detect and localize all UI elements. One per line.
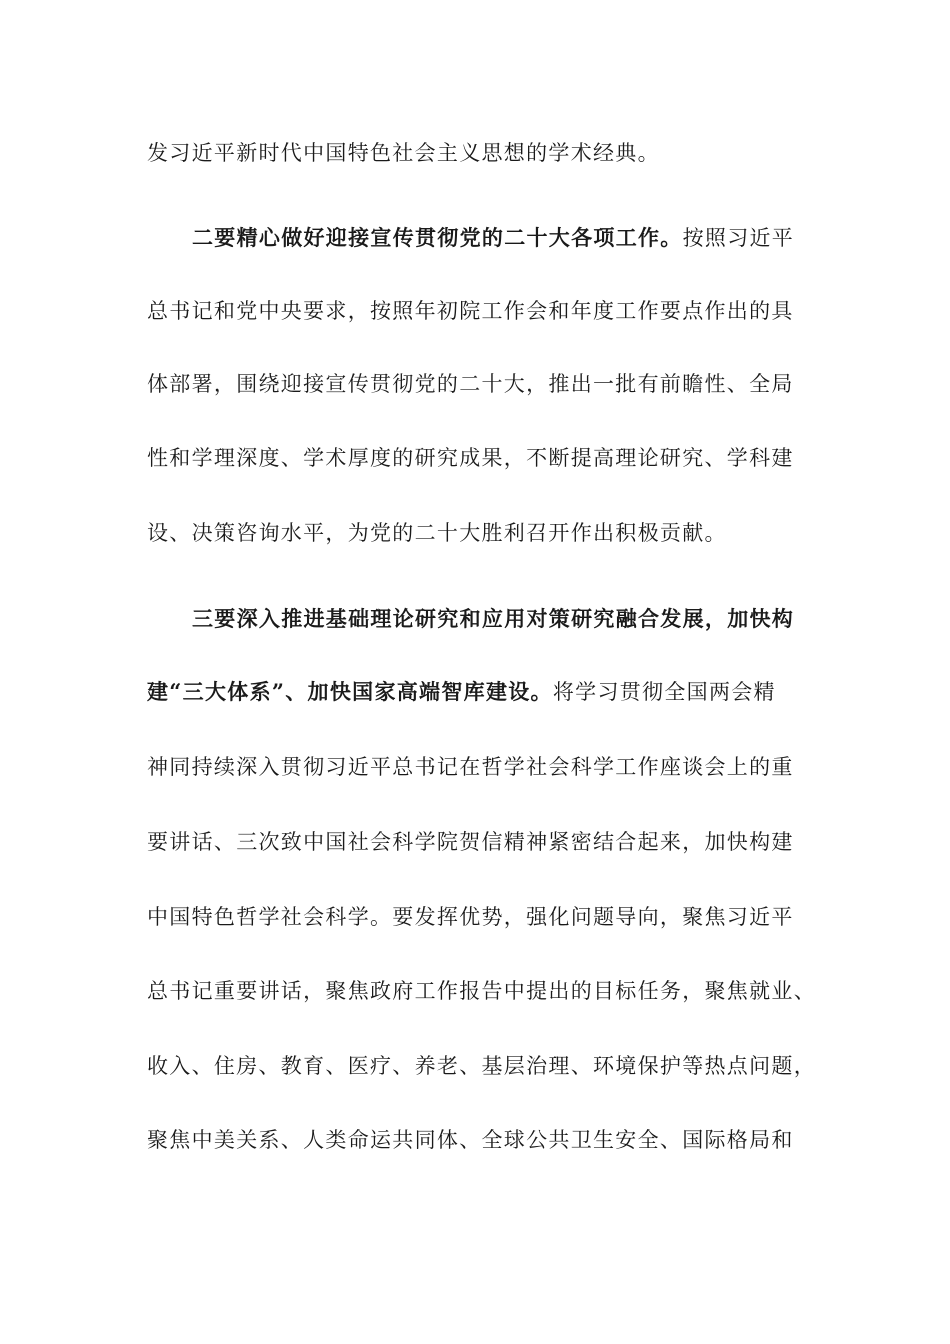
line-text: 设、决策咨询水平，为党的二十大胜利召开作出积极贡献。 [147, 521, 727, 545]
line-text: 神同持续深入贯彻习近平总书记在哲学社会科学工作座谈会上的重 [147, 755, 794, 779]
text-line [147, 1125, 807, 1155]
line-text: 总书记和党中央要求，按照年初院工作会和年度工作要点作出的具 [147, 299, 794, 323]
line-text: 性和学理深度、学术厚度的研究成果，不断提高理论研究、学科建 [147, 446, 794, 470]
line-text: 聚焦中美关系、人类命运共同体、全球公共卫生安全、国际格局和 [147, 1128, 794, 1152]
line-text: 中国特色哲学社会科学。要发挥优势，强化问题导向，聚焦习近平 [147, 905, 794, 929]
paragraph-heading: 建“三大体系”、加快国家高端智库建设。 [147, 679, 553, 704]
line-text: 收入、住房、教育、医疗、养老、基层治理、环境保护等热点问题， [147, 1054, 816, 1078]
text-line [147, 296, 807, 326]
paragraph-heading-line [192, 604, 852, 634]
text-line [147, 138, 807, 168]
text-line [147, 369, 807, 399]
line-text: 总书记重要讲话，聚焦政府工作报告中提出的目标任务，聚焦就业、 [147, 979, 816, 1003]
line-text: 要讲话、三次致中国社会科学院贺信精神紧密结合起来，加快构建 [147, 830, 794, 854]
paragraph-heading: 三要深入推进基础理论研究和应用对策研究融合发展，加快构 [192, 606, 795, 631]
paragraph-heading: 二要精心做好迎接宣传贯彻党的二十大各项工作。 [192, 225, 683, 250]
text-line [147, 752, 807, 782]
line-text: 发习近平新时代中国特色社会主义思想的学术经典。 [147, 141, 660, 165]
text-line [147, 902, 807, 932]
line-text: 按照习近平 [682, 226, 795, 250]
text-line [147, 976, 816, 1006]
text-line [147, 518, 807, 548]
line-text: 体部署，围绕迎接宣传贯彻党的二十大，推出一批有前瞻性、全局 [147, 372, 794, 396]
text-line [147, 827, 807, 857]
text-line [147, 1051, 816, 1081]
text-line [147, 443, 807, 473]
line-text: 将学习贯彻全国两会精 [552, 680, 776, 704]
paragraph-heading-line [192, 223, 852, 253]
paragraph-heading-line [147, 677, 807, 707]
